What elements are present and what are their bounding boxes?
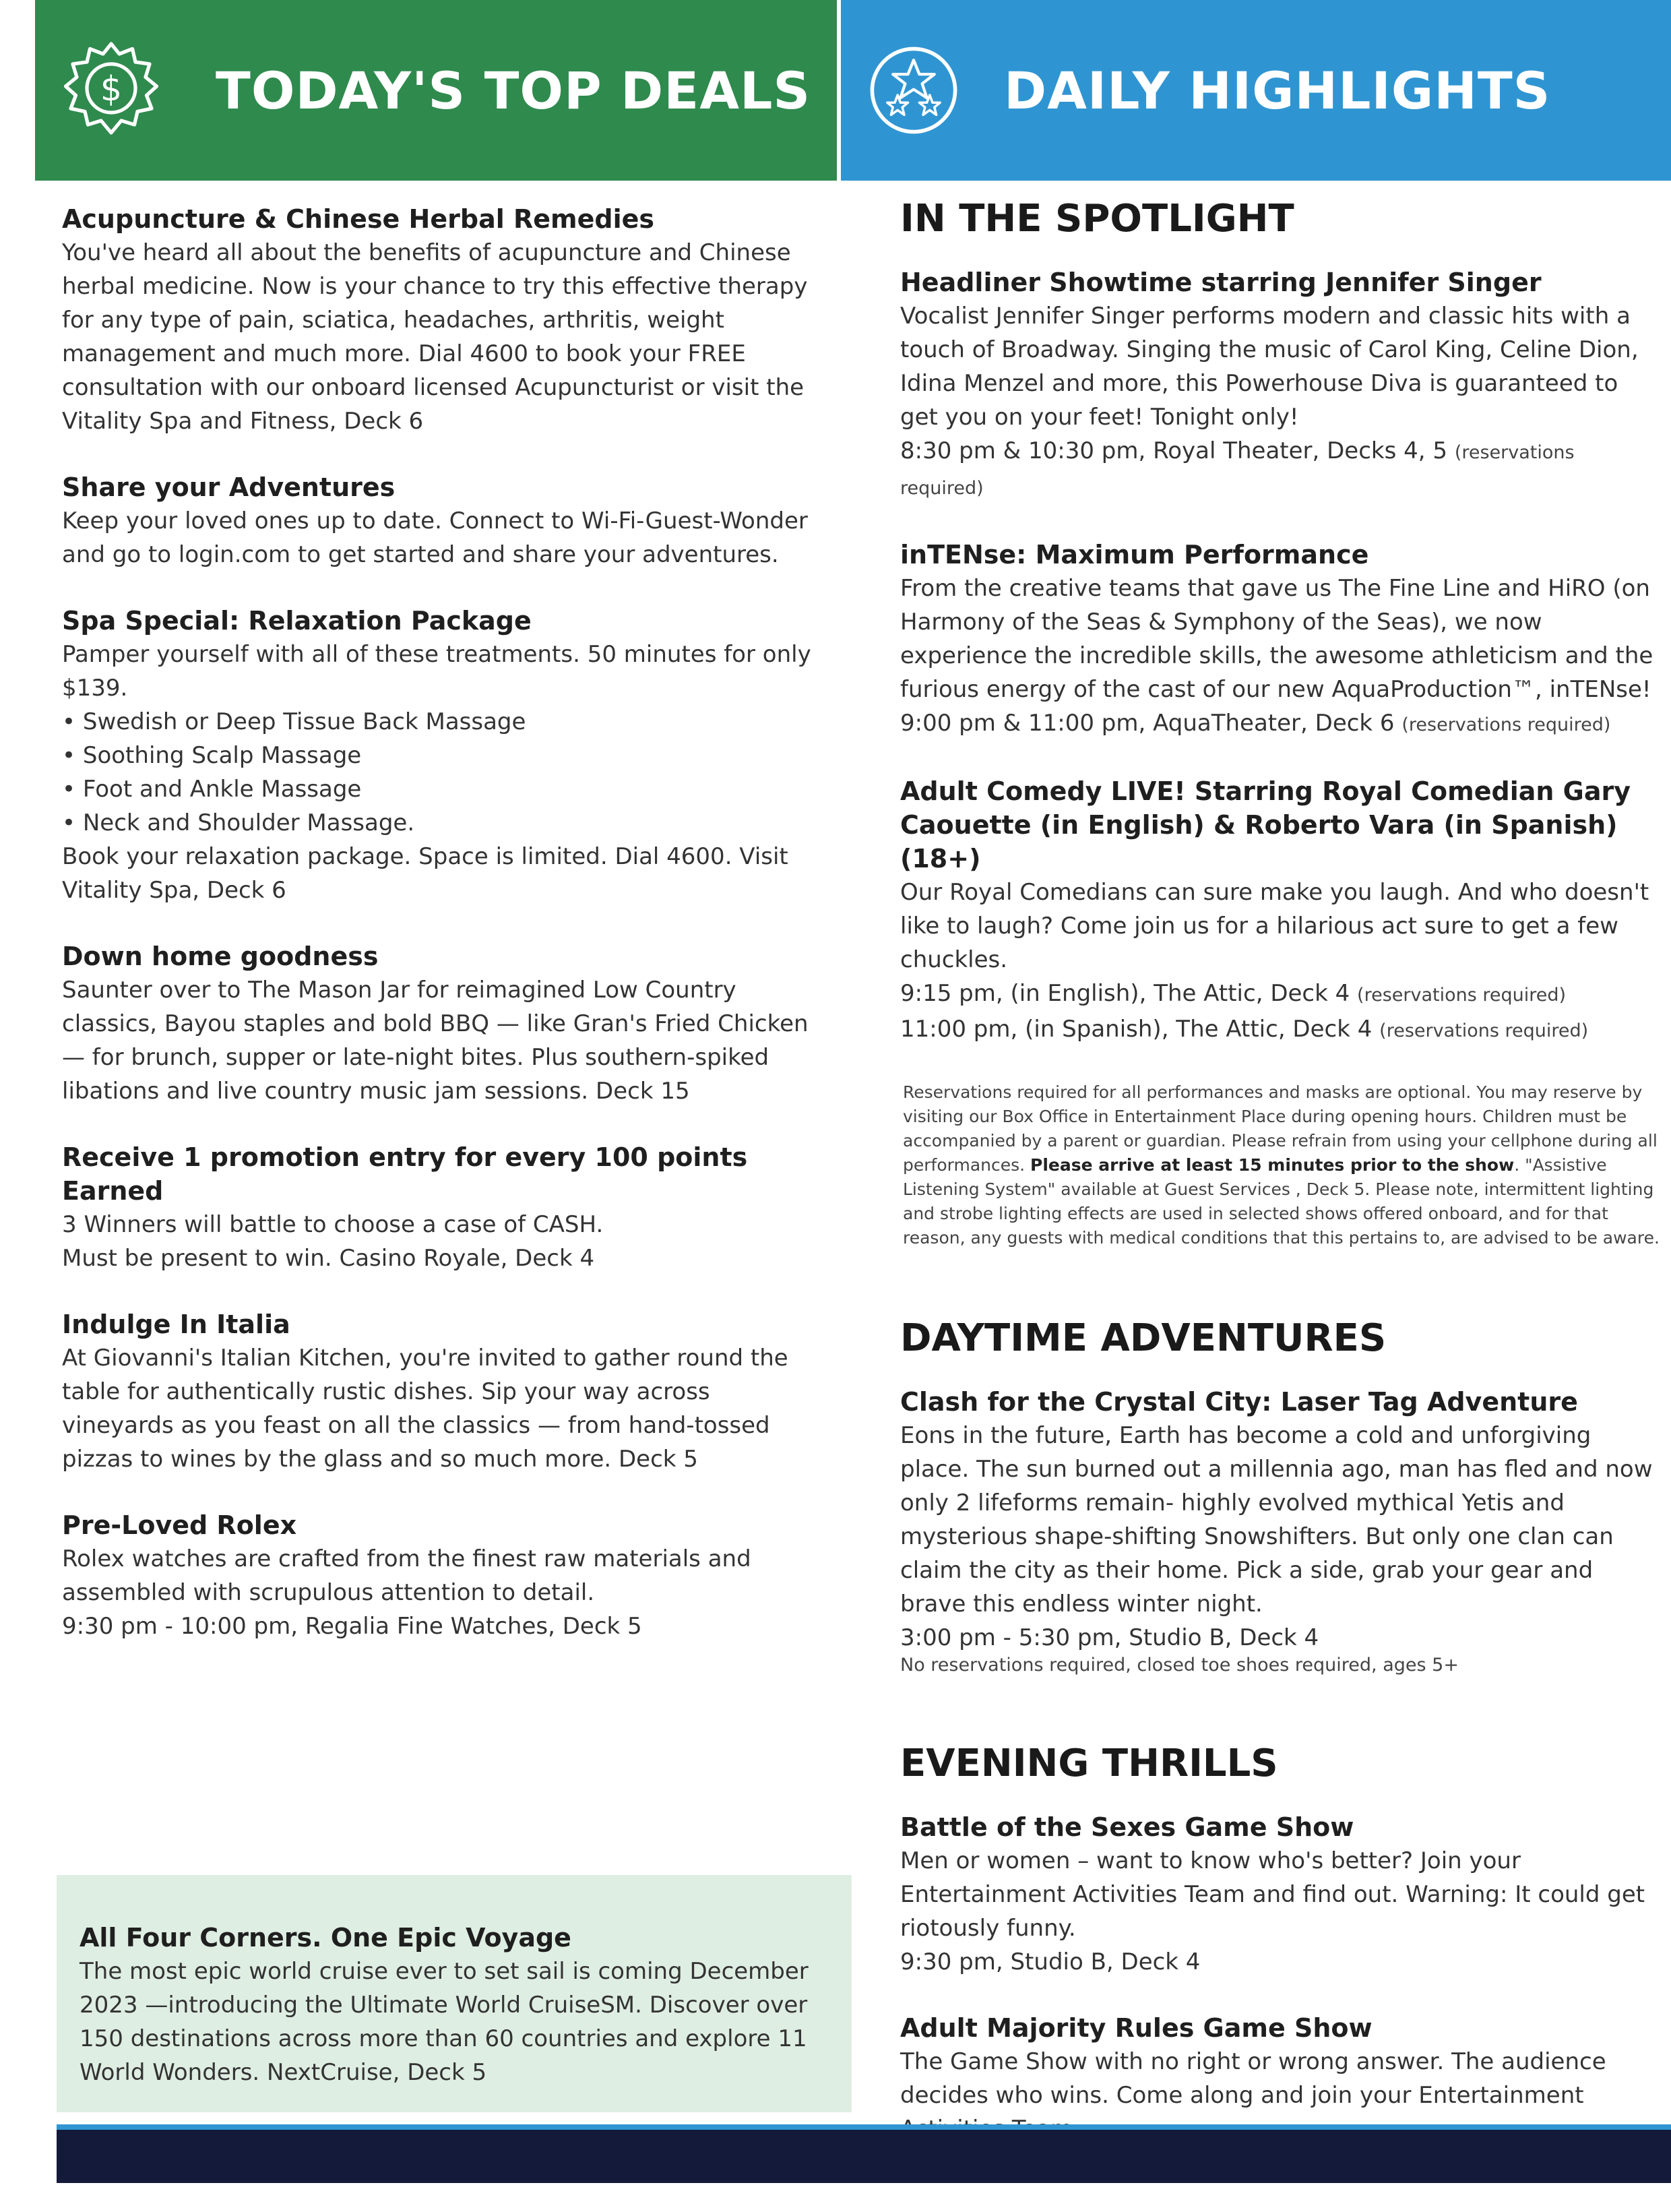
deal-after: Must be present to win. Casino Royale, Deck 4 — [62, 1245, 595, 1272]
event-title: Battle of the Sexes Game Show — [900, 1812, 1354, 1842]
promo-title: All Four Corners. One Epic Voyage — [80, 1923, 571, 1953]
event-item — [900, 1385, 1662, 1676]
event-time — [900, 1012, 1662, 1048]
event-body: From the creative teams that gave us The Fine Line and HiRO (on Harmony of the Seas & Symphony of the Seas), we now experience the incredible skills, the awesome athleticism and the furious energy of the cast of our new AquaProduction™, inTENse! — [900, 575, 1653, 703]
header-title: TODAY'S TOP DEALS — [216, 60, 811, 121]
deal-body: You've heard all about the benefits of acupuncture and Chinese herbal medicine. Now is your chance to try this effective therapy for any type of pain, sciatica, headaches, arthritis, weight management and much more. Dial 4600 to book your FREE consultation with our onboard licensed Acupuncturist or visit the Vitality Spa and Fitness, Deck 6 — [62, 239, 808, 435]
reservation-note: (reservations required) — [1357, 985, 1567, 1006]
deal-after: Book your relaxation package. Space is limited. Dial 4600. Visit Vitality Spa, Deck 6 — [62, 843, 788, 904]
list-item: • Neck and Shoulder Massage. — [62, 806, 823, 840]
event-time — [900, 706, 1662, 742]
deal-title: Pre-Loved Rolex — [62, 1510, 297, 1540]
event-time-text: 9:15 pm, (in English), The Attic, Deck 4 — [900, 980, 1350, 1007]
svg-text:$: $ — [100, 69, 123, 109]
fine-print — [903, 1080, 1662, 1250]
fine-print-text: Reservations required for all performances and masks are optional. You may reserve by visiting our Box Office in Entertainment Place during opening hours. Children must be accompanied by a parent or guardian. Please refrain from using your cellphone during all performances. — [903, 1082, 1658, 1175]
stars-circle-icon — [866, 43, 961, 137]
event-title: Clash for the Crystal City: Laser Tag Adventure — [900, 1387, 1578, 1417]
section-heading-spotlight: IN THE SPOTLIGHT — [900, 197, 1294, 241]
event-item — [900, 266, 1662, 505]
event-item — [900, 1810, 1662, 1979]
deal-body: Keep your loved ones up to date. Connect to Wi-Fi-Guest-Wonder and go to login.com to get started and share your adventures. — [62, 508, 808, 568]
deal-title: Spa Special: Relaxation Package — [62, 606, 532, 636]
section-heading-evening: EVENING THRILLS — [900, 1742, 1278, 1785]
event-body: Men or women – want to know who's better? Join your Entertainment Activities Team and find out. Warning: It could get riotously funny. — [900, 1847, 1645, 1942]
fine-print-bold: Please arrive at least 15 minutes prior to the show — [1030, 1155, 1515, 1175]
dollar-badge-icon — [61, 40, 162, 141]
event-body: Our Royal Comedians can sure make you laugh. And who doesn't like to laugh? Come join us for a hilarious act sure to get a few chuckles. — [900, 879, 1649, 973]
event-body: Vocalist Jennifer Singer performs modern and classic hits with a touch of Broadway. Singing the music of Carol King, Celine Dion, Idina Menzel and more, this Powerhouse Diva is guaranteed to get you on your feet! Tonight only! — [900, 303, 1639, 431]
deal-item — [62, 940, 823, 1108]
event-time-text: 9:00 pm & 11:00 pm, AquaTheater, Deck 6 — [900, 710, 1395, 737]
event-title: Adult Comedy LIVE! Starring Royal Comedian Gary Caouette (in English) & Roberto Vara (in Spanish) (18+) — [900, 776, 1631, 873]
event-note: No reservations required, closed toe shoes required, ages 5+ — [900, 1655, 1459, 1676]
deal-body: Pamper yourself with all of these treatments. 50 minutes for only $139. — [62, 641, 811, 702]
deal-title: Acupuncture & Chinese Herbal Remedies — [62, 204, 654, 234]
header-top-deals — [35, 0, 837, 181]
deal-body: Saunter over to The Mason Jar for reimagined Low Country classics, Bayou staples and bold BBQ — like Gran's Fried Chicken — for brunch, supper or late-night bites. Plus southern-spiked libations and live country music jam sessions. Deck 15 — [62, 977, 809, 1105]
deal-title: Indulge In Italia — [62, 1310, 290, 1339]
deal-item — [62, 202, 823, 438]
deal-body: Rolex watches are crafted from the finest raw materials and assembled with scrupulous attention to detail. — [62, 1545, 751, 1606]
deal-title: Down home goodness — [62, 942, 379, 971]
deal-item — [62, 1308, 823, 1476]
section-heading-daytime: DAYTIME ADVENTURES — [900, 1316, 1387, 1360]
list-item: • Foot and Ankle Massage — [62, 772, 823, 806]
event-body: Eons in the future, Earth has become a cold and unforgiving place. The sun burned out a millennia ago, man has fled and now only 2 lifeforms remain- highly evolved mythical Yetis and mysterious shape-shifting Snowshifters. But only one clan can claim the city as their home. Pick a side, grab your gear and brave this endless winter night. — [900, 1422, 1653, 1618]
deal-body: 3 Winners will battle to choose a case of CASH. — [62, 1211, 604, 1238]
event-time — [900, 434, 1662, 505]
deal-item — [62, 604, 823, 907]
promo-box — [57, 1875, 852, 2112]
event-time: 9:30 pm, Studio B, Deck 4 — [900, 1948, 1201, 1975]
list-item: • Swedish or Deep Tissue Back Massage — [62, 705, 823, 739]
reservation-note: (reservations required) — [900, 442, 1575, 499]
event-title: Adult Majority Rules Game Show — [900, 2013, 1373, 2043]
deals-column — [62, 202, 823, 1676]
event-time-text: 8:30 pm & 10:30 pm, Royal Theater, Decks 4, 5 — [900, 437, 1447, 464]
event-time — [900, 977, 1662, 1012]
header-title: DAILY HIGHLIGHTS — [1004, 60, 1551, 121]
list-item: • Soothing Scalp Massage — [62, 739, 823, 772]
header-daily-highlights — [841, 0, 1671, 181]
treatment-list — [62, 705, 823, 840]
deal-body: At Giovanni's Italian Kitchen, you're invited to gather round the table for authentically rustic dishes. Sip your way across vineyards as you feast on all the classics — from hand-tossed pizzas to wines by the glass and so much more. Deck 5 — [62, 1345, 788, 1473]
deal-title: Receive 1 promotion entry for every 100 points Earned — [62, 1142, 748, 1206]
deal-time: 9:30 pm - 10:00 pm, Regalia Fine Watches, Deck 5 — [62, 1613, 642, 1640]
event-body: The Game Show with no right or wrong answer. The audience decides who wins. Come along and join your Entertainment — [900, 2048, 1606, 2109]
highlights-column — [900, 195, 1662, 2212]
deal-item — [62, 1140, 823, 1275]
promo-body: The most epic world cruise ever to set sail is coming December 2023 —introducing the Ultimate World CruiseSM. Discover over 150 destinations across more than 60 countries and explore 11 World Wonders. NextCruise, Deck 5 — [80, 1958, 809, 2086]
deal-item — [62, 470, 823, 572]
deal-item — [62, 1508, 823, 1643]
event-time-text: 11:00 pm, (in Spanish), The Attic, Deck 4 — [900, 1016, 1373, 1043]
event-time: 3:00 pm - 5:30 pm, Studio B, Deck 4 — [900, 1624, 1319, 1651]
reservation-note: (reservations required) — [1379, 1020, 1589, 1041]
deal-title: Share your Adventures — [62, 472, 396, 502]
event-title: inTENse: Maximum Performance — [900, 540, 1369, 570]
event-item — [900, 774, 1662, 1048]
fine-print-text: . "Assistive Listening System" available at Guest Services , Deck 5. Please note, intermittent lighting and strobe lighting effects are used in selected shows offered onboard, and for that reason, any guests with medical conditions that this pertains to, are advised to be aware. — [903, 1155, 1660, 1248]
event-item — [900, 538, 1662, 742]
footer-bar — [57, 2124, 1671, 2183]
event-title: Headliner Showtime starring Jennifer Singer — [900, 268, 1542, 297]
reservation-note: (reservations required) — [1401, 714, 1611, 735]
